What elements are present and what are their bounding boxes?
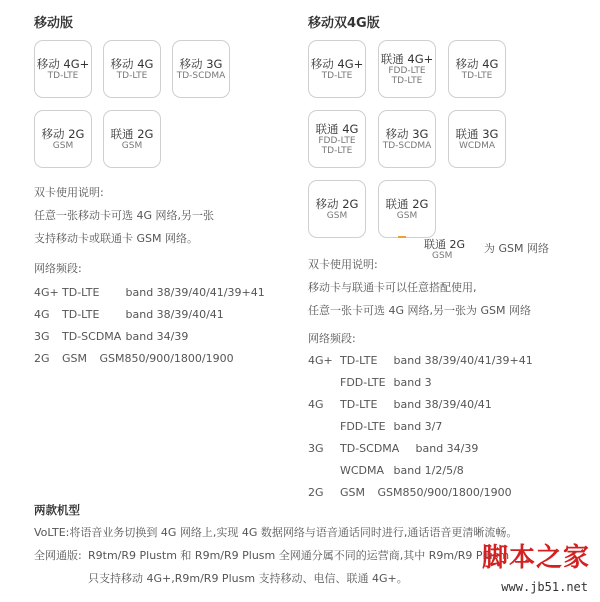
card-network-label: 移动 3G bbox=[385, 127, 429, 141]
volte-description: VoLTE:将语音业务切换到 4G 网络上,实现 4G 数据网络与语音通话同时进行,通话语音更清晰流畅。 bbox=[34, 526, 518, 539]
band-tech: TD-LTE bbox=[340, 398, 378, 411]
band-values: band 38/39/40/41/39+41 bbox=[393, 354, 533, 367]
card-network-label: 移动 4G bbox=[110, 57, 154, 71]
band-generation: 3G bbox=[308, 442, 324, 455]
network-card bbox=[378, 110, 436, 168]
band-generation: 4G bbox=[34, 308, 50, 321]
site-watermark-url: www.jb51.net bbox=[501, 580, 588, 594]
band-row bbox=[34, 308, 224, 321]
network-card bbox=[378, 40, 436, 98]
band-row bbox=[308, 354, 533, 367]
callout-tech-label: GSM bbox=[432, 251, 453, 261]
bands-title: 网络频段: bbox=[308, 332, 356, 345]
band-tech: FDD-LTE bbox=[340, 376, 386, 389]
band-row bbox=[34, 286, 265, 299]
card-network-label: 联通 4G+ bbox=[380, 52, 434, 66]
band-values: band 34/39 bbox=[125, 330, 189, 343]
band-values: band 38/39/40/41/39+41 bbox=[125, 286, 265, 299]
bottom-section-title: 两款机型 bbox=[34, 503, 80, 517]
band-row bbox=[34, 330, 188, 343]
band-tech: TD-LTE bbox=[340, 354, 378, 367]
band-tech: GSM bbox=[340, 486, 365, 499]
band-tech: TD-LTE bbox=[62, 308, 100, 321]
band-tech: TD-SCDMA bbox=[340, 442, 400, 455]
bands-title: 网络频段: bbox=[34, 262, 82, 275]
band-values: band 38/39/40/41 bbox=[393, 398, 492, 411]
full-network-label: 全网通版: bbox=[34, 549, 82, 562]
band-tech: GSM bbox=[62, 352, 87, 365]
card-tech-label: TD-LTE bbox=[116, 71, 148, 81]
network-card bbox=[34, 110, 92, 168]
band-values: band 34/39 bbox=[415, 442, 479, 455]
card-network-label: 移动 4G+ bbox=[36, 57, 90, 71]
band-tech: FDD-LTE bbox=[340, 420, 386, 433]
callout-note: 为 GSM 网络 bbox=[484, 242, 549, 255]
band-tech: TD-SCDMA bbox=[62, 330, 122, 343]
site-watermark-logo: 脚本之家 bbox=[481, 543, 590, 573]
card-tech-label: TD-LTE bbox=[321, 146, 353, 156]
band-generation: 4G+ bbox=[34, 286, 59, 299]
card-network-label: 联通 2G bbox=[385, 197, 429, 211]
full-network-line: R9tm/R9 Plustm 和 R9m/R9 Plusm 全网通分属不同的运营商,其中 R9m/R9 Plusm bbox=[88, 549, 510, 562]
network-card bbox=[103, 110, 161, 168]
card-network-label: 联通 2G bbox=[110, 127, 154, 141]
card-tech-label: TD-SCDMA bbox=[176, 71, 226, 81]
band-row bbox=[308, 376, 432, 389]
band-row bbox=[308, 398, 492, 411]
card-tech-label: WCDMA bbox=[458, 141, 496, 151]
card-tech-label: TD-LTE bbox=[47, 71, 79, 81]
band-tech: TD-LTE bbox=[62, 286, 100, 299]
band-values: band 3 bbox=[393, 376, 432, 389]
band-row bbox=[308, 486, 512, 499]
band-generation: 3G bbox=[34, 330, 50, 343]
band-generation: 2G bbox=[34, 352, 50, 365]
dual-card-title: 双卡使用说明: bbox=[308, 258, 378, 271]
dual-card-line: 任意一张移动卡可选 4G 网络,另一张 bbox=[34, 209, 215, 222]
band-row bbox=[308, 420, 442, 433]
card-tech-label: TD-LTE bbox=[461, 71, 493, 81]
band-generation: 4G+ bbox=[308, 354, 333, 367]
band-values: GSM850/900/1800/1900 bbox=[99, 352, 234, 365]
band-generation: 2G bbox=[308, 486, 324, 499]
network-card bbox=[308, 40, 366, 98]
dual-card-line: 移动卡与联通卡可以任意搭配使用, bbox=[308, 281, 477, 294]
band-values: GSM850/900/1800/1900 bbox=[377, 486, 512, 499]
band-row bbox=[308, 464, 464, 477]
network-card bbox=[448, 110, 506, 168]
card-network-label: 移动 2G bbox=[315, 197, 359, 211]
band-row bbox=[34, 352, 234, 365]
band-tech: WCDMA bbox=[340, 464, 385, 477]
card-tech-label: GSM bbox=[52, 141, 74, 151]
band-row bbox=[308, 442, 478, 455]
card-network-label: 联通 3G bbox=[455, 127, 499, 141]
network-card bbox=[172, 40, 230, 98]
card-tech-label: GSM bbox=[326, 211, 348, 221]
card-tech-label: FDD-LTE bbox=[318, 136, 356, 146]
network-card bbox=[448, 40, 506, 98]
network-card bbox=[308, 110, 366, 168]
band-values: band 1/2/5/8 bbox=[393, 464, 464, 477]
network-card bbox=[378, 180, 436, 238]
card-network-label: 联通 4G bbox=[315, 122, 359, 136]
card-network-label: 移动 2G bbox=[41, 127, 85, 141]
card-tech-label: TD-LTE bbox=[391, 76, 423, 86]
dual-card-line: 支持移动卡或联通卡 GSM 网络。 bbox=[34, 232, 198, 245]
card-tech-label: GSM bbox=[396, 211, 418, 221]
band-values: band 3/7 bbox=[393, 420, 443, 433]
card-network-label: 移动 3G bbox=[179, 57, 223, 71]
right-section-title: 移动双4G版 bbox=[308, 16, 380, 31]
card-network-label: 移动 4G+ bbox=[310, 57, 364, 71]
card-tech-label: GSM bbox=[121, 141, 143, 151]
card-network-label: 移动 4G bbox=[455, 57, 499, 71]
card-tech-label: TD-SCDMA bbox=[382, 141, 432, 151]
band-values: band 38/39/40/41 bbox=[125, 308, 224, 321]
callout-network-label: 联通 2G bbox=[424, 238, 466, 251]
callout-marker bbox=[398, 236, 406, 238]
band-generation: 4G bbox=[308, 398, 324, 411]
full-network-line: 只支持移动 4G+,R9m/R9 Plusm 支持移动、电信、联通 4G+。 bbox=[88, 572, 408, 585]
dual-card-title: 双卡使用说明: bbox=[34, 186, 104, 199]
network-card bbox=[103, 40, 161, 98]
network-card bbox=[308, 180, 366, 238]
dual-card-line: 任意一张卡可选 4G 网络,另一张为 GSM 网络 bbox=[308, 304, 532, 317]
left-section-title: 移动版 bbox=[34, 16, 74, 31]
card-tech-label: FDD-LTE bbox=[388, 66, 426, 76]
card-tech-label: TD-LTE bbox=[321, 71, 353, 81]
network-card bbox=[34, 40, 92, 98]
